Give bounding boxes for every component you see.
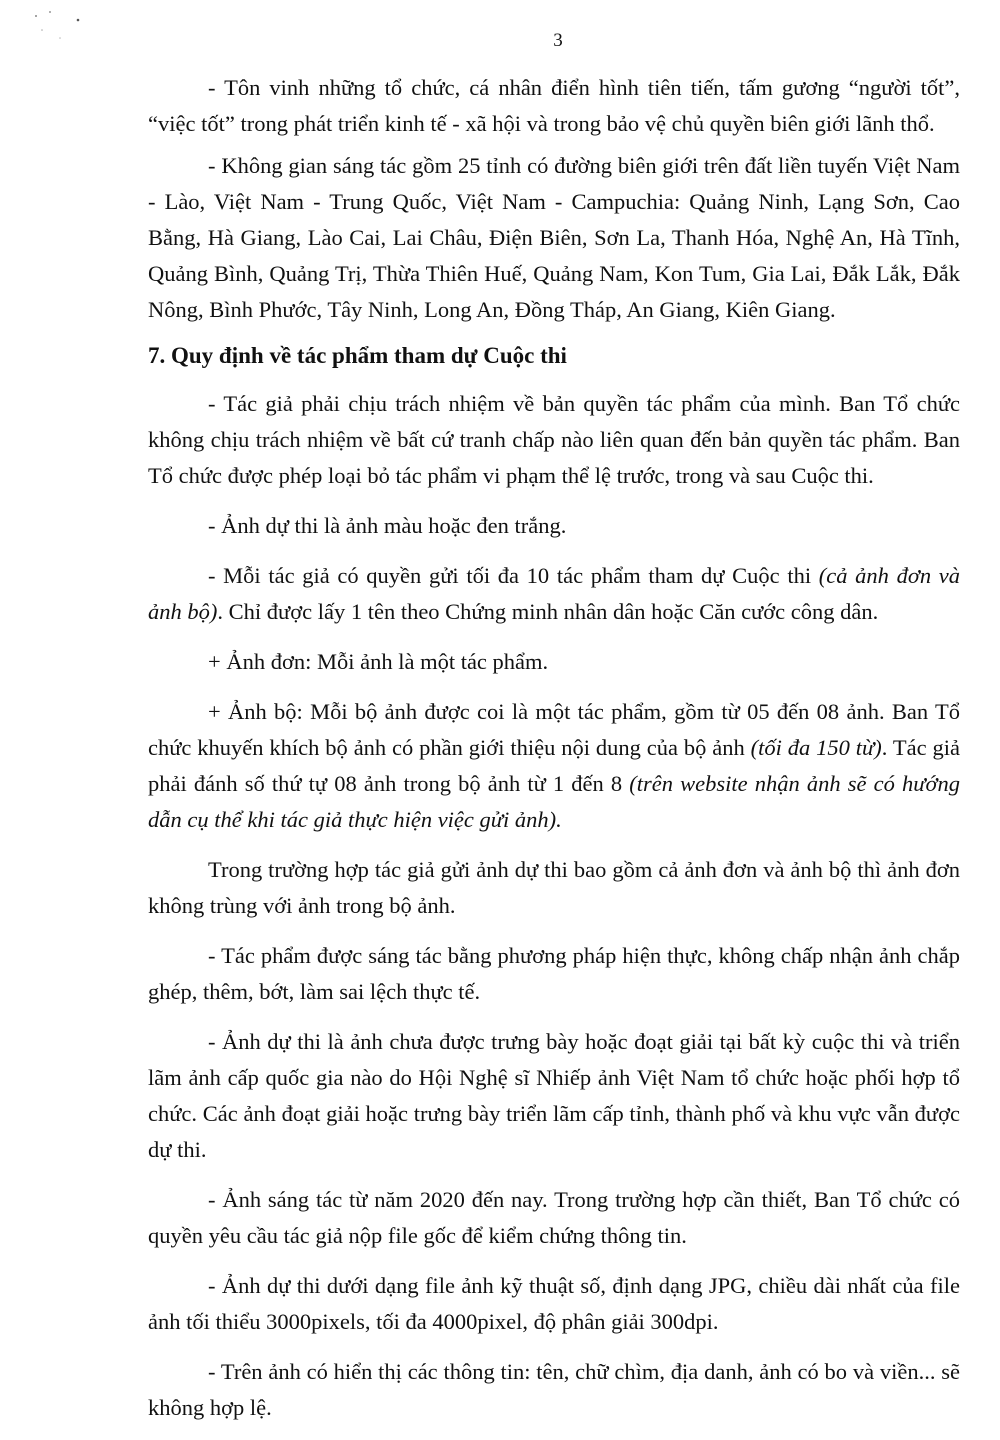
paragraph-honor: - Tôn vinh những tổ chức, cá nhân điển hình tiên tiến, tấm gương “người tốt”, “việc tốt” trong phát triển kinh tế - xã hội và trong bảo vệ chủ quyền biên giới lãnh thổ. [148,75,960,136]
document-body [148,70,960,1440]
paragraph-creative-space: - Không gian sáng tác gồm 25 tỉnh có đường biên giới trên đất liền tuyến Việt Nam - Lào, Việt Nam - Trung Quốc, Việt Nam - Campuchia: Quảng Ninh, Lạng Sơn, Cao Bằng, Hà Giang, Lào Cai, Lai Châu, Điện Biên, Sơn La, Thanh Hóa, Nghệ An, Hà Tĩnh, Quảng Bình, Quảng Trị, Thừa Thiên Huế, Quảng Nam, Kon Tum, Gia Lai, Đắk Lắk, Đắk Nông, Bình Phước, Tây Ninh, Long An, Đồng Tháp, An Giang, Kiên Giang. [148,153,960,322]
paragraph-color-bw: - Ảnh dự thi là ảnh màu hoặc đen trắng. [208,513,567,538]
text-segment: . Chỉ được lấy 1 tên theo Chứng minh nhân dân hoặc Căn cước công dân. [217,599,879,624]
paragraph-file-format: - Ảnh dự thi dưới dạng file ảnh kỹ thuật số, định dạng JPG, chiều dài nhất của file ảnh tối thiểu 3000pixels, tối đa 4000pixel, độ phân giải 300dpi. [148,1273,960,1334]
paragraph-realism: - Tác phẩm được sáng tác bằng phương pháp hiện thực, không chấp nhận ảnh chắp ghép, thêm, bớt, làm sai lệch thực tế. [148,943,960,1004]
paragraph-invalid-info: - Trên ảnh có hiển thị các thông tin: tên, chữ chìm, địa danh, ảnh có bo và viền... sẽ không hợp lệ. [148,1359,960,1420]
paragraph-single-photo: + Ảnh đơn: Mỗi ảnh là một tác phẩm. [208,649,549,674]
italic-note: (trên website nhận ảnh sẽ có hướng dẫn cụ thể khi tác giả thực hiện việc gửi ảnh). [148,771,960,832]
paragraph-copyright: - Tác giả phải chịu trách nhiệm về bản quyền tác phẩm của mình. Ban Tổ chức không chịu trách nhiệm về bất cứ tranh chấp nào liên quan đến bản quyền tác phẩm. Ban Tổ chức được phép loại bỏ tác phẩm vi phạm thể lệ trước, trong và sau Cuộc thi. [148,391,960,488]
italic-note: (tối đa 150 từ) [750,735,882,760]
paragraph-date-range: - Ảnh sáng tác từ năm 2020 đến nay. Trong trường hợp cần thiết, Ban Tổ chức có quyền yêu cầu tác giả nộp file gốc để kiểm chứng thông tin. [148,1187,960,1248]
paragraph-photo-series [148,694,960,838]
paragraph-no-duplicate: Trong trường hợp tác giả gửi ảnh dự thi bao gồm cả ảnh đơn và ảnh bộ thì ảnh đơn không trùng với ảnh trong bộ ảnh. [148,857,960,918]
text-segment: + Ảnh bộ: Mỗi bộ ảnh được coi là một tác phẩm, gồm từ 05 đến 08 ảnh. Ban Tổ chức khuyến khích bộ ảnh có phần giới thiệu nội dung của bộ ảnh [148,699,960,760]
text-segment: . Tác giả phải đánh số thứ tự 08 ảnh trong bộ ảnh từ 1 đến 8 [148,735,960,796]
text-segment: - Mỗi tác giả có quyền gửi tối đa 10 tác phẩm tham dự Cuộc thi [208,563,819,588]
paragraph-not-exhibited: - Ảnh dự thi là ảnh chưa được trưng bày hoặc đoạt giải tại bất kỳ cuộc thi và triển lãm ảnh cấp quốc gia nào do Hội Nghệ sĩ Nhiếp ảnh Việt Nam tổ chức hoặc phối hợp tổ chức. Các ảnh đoạt giải hoặc trưng bày triển lãm cấp tỉnh, thành phố và khu vực vẫn được dự thi. [148,1029,960,1162]
page-number: 3 [553,30,563,51]
paragraph-max-entries [148,558,960,630]
italic-note: (cả ảnh đơn và ảnh bộ) [148,563,960,624]
section-heading: 7. Quy định về tác phẩm tham dự Cuộc thi [148,343,567,368]
